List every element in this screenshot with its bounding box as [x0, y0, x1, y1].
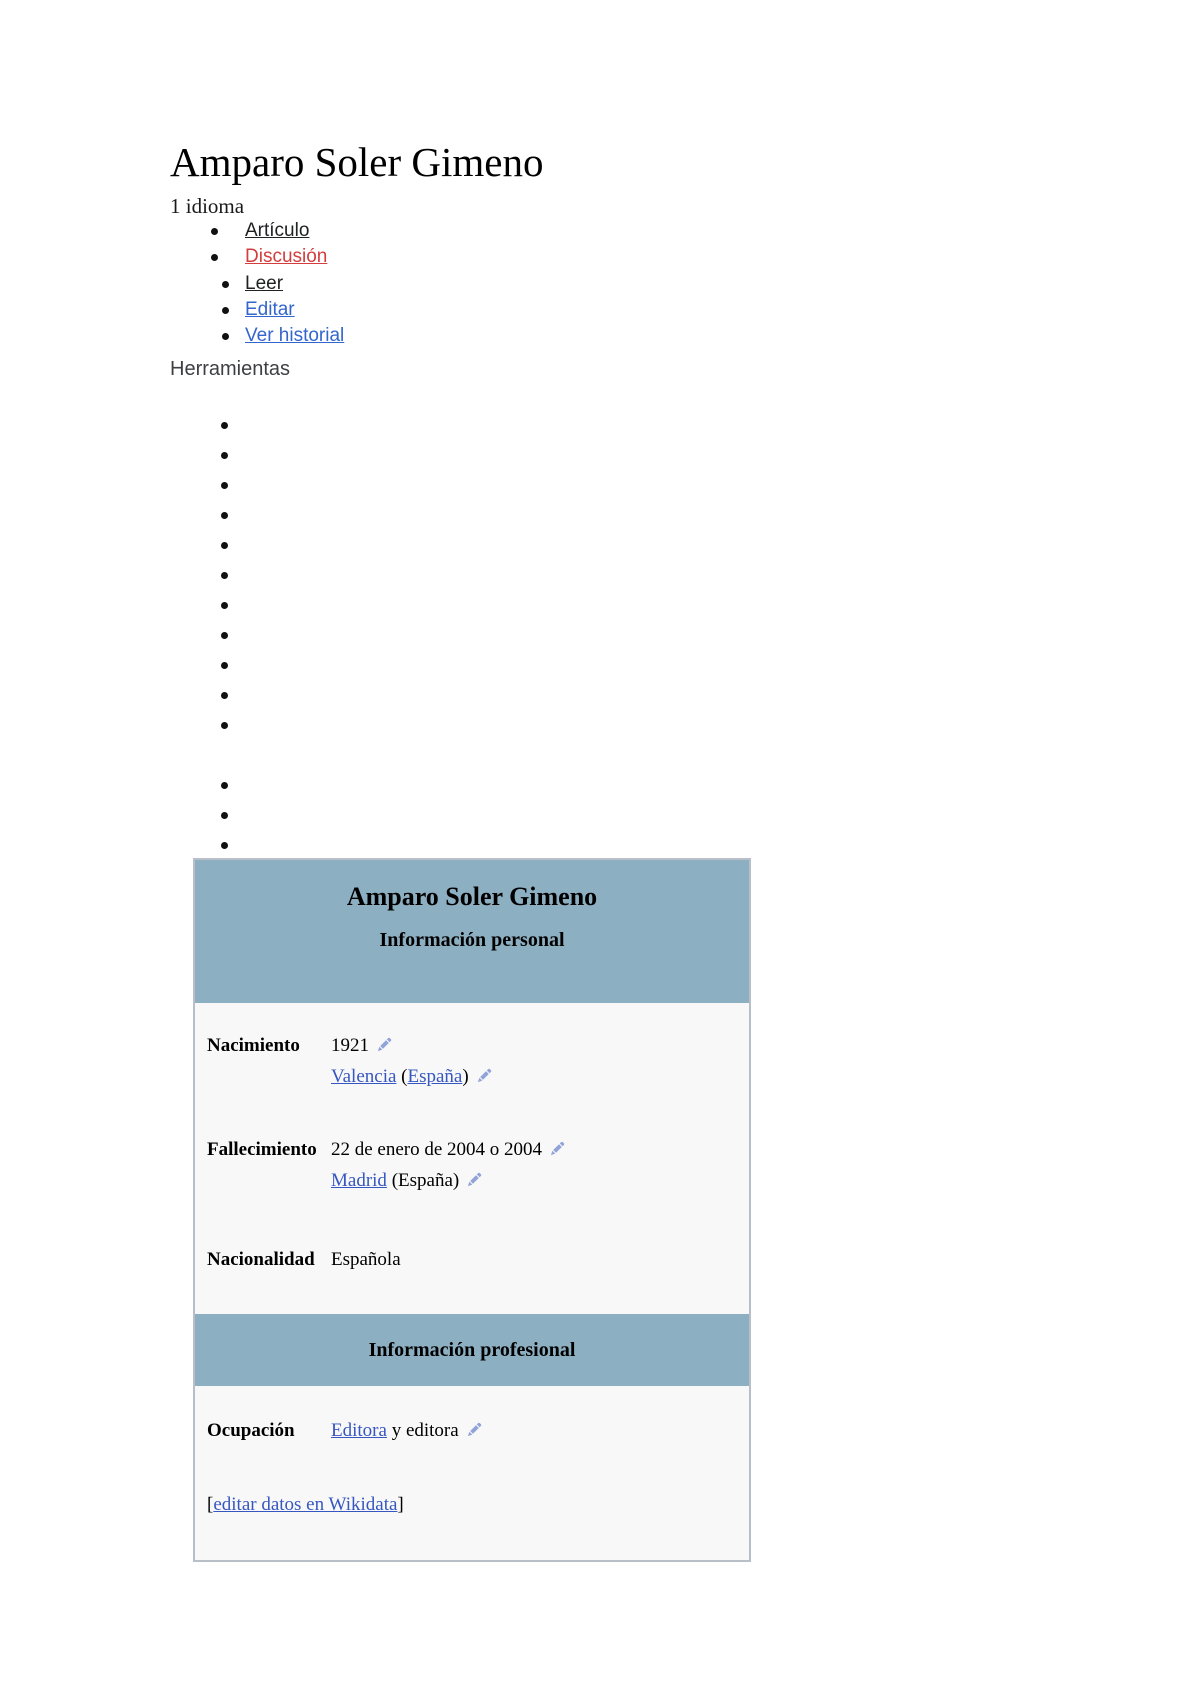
nav-item [0, 218, 327, 244]
nav-item [0, 271, 344, 297]
infobox-row-label: Nacimiento [207, 1035, 300, 1056]
infobox-row-nacionalidad [195, 1244, 749, 1275]
infobox-value-line [331, 1415, 749, 1446]
infobox-professional-rows [195, 1415, 749, 1446]
infobox-row-label: Ocupación [207, 1420, 295, 1441]
infobox-text: ( [396, 1066, 408, 1087]
infobox-row-value [331, 1415, 749, 1446]
pencil-edit-icon[interactable] [475, 1067, 493, 1085]
infobox-link-madrid[interactable]: Madrid [331, 1170, 387, 1191]
infobox-row-value [331, 1134, 749, 1196]
infobox-professional-band [195, 1314, 749, 1386]
nav-item [0, 297, 344, 323]
infobox-value-line [331, 1134, 749, 1165]
view-tab-list [0, 271, 344, 349]
pencil-edit-icon[interactable] [465, 1421, 483, 1439]
infobox-personal-section [195, 1030, 749, 1314]
infobox-section-header-professional: Información profesional [368, 1339, 576, 1361]
infobox [193, 858, 751, 1562]
infobox-row-value [331, 1030, 749, 1092]
infobox-header-band [195, 860, 749, 1003]
infobox-link-valencia[interactable]: Valencia [331, 1066, 397, 1087]
nav-tab-articulo[interactable]: Artículo [245, 220, 310, 241]
pencil-edit-icon[interactable] [465, 1171, 483, 1189]
bracket-close: ] [397, 1494, 404, 1515]
nav-tab-leer[interactable]: Leer [245, 273, 284, 294]
infobox-value-line [331, 1030, 749, 1061]
infobox-link-espana[interactable]: España [407, 1066, 463, 1087]
infobox-text: 1921 [331, 1035, 369, 1056]
infobox-row-nacimiento [195, 1030, 749, 1092]
infobox-row-label: Nacionalidad [207, 1249, 315, 1270]
infobox-value-line [331, 1061, 749, 1092]
infobox-footer [195, 1492, 749, 1518]
infobox-text: y editora [386, 1420, 459, 1441]
infobox-title: Amparo Soler Gimeno [346, 882, 598, 911]
tools-label: Herramientas [170, 358, 291, 380]
infobox-row-ocupacion [195, 1415, 749, 1446]
infobox-text: (España) [386, 1170, 460, 1191]
infobox-text: Española [331, 1249, 401, 1270]
edit-wikidata-link[interactable]: editar datos en Wikidata [213, 1494, 398, 1515]
nav-tab-editar[interactable]: Editar [245, 299, 295, 320]
infobox-link-editora[interactable]: Editora [331, 1420, 387, 1441]
infobox-professional-section [195, 1415, 749, 1560]
nav-item [0, 244, 327, 270]
infobox-section-header-personal: Información personal [379, 929, 565, 951]
pencil-edit-icon[interactable] [375, 1036, 393, 1054]
nav-tab-ver-historial[interactable]: Ver historial [245, 325, 345, 346]
bracket-open: [ [207, 1494, 214, 1515]
nav-tab-discusion[interactable]: Discusión [245, 246, 328, 267]
infobox-row-fallecimiento [195, 1134, 749, 1196]
infobox-value-line [331, 1244, 749, 1275]
infobox-value-line [331, 1165, 749, 1196]
namespace-tab-list [0, 218, 327, 270]
infobox-row-label: Fallecimiento [207, 1139, 317, 1160]
pencil-edit-icon[interactable] [548, 1140, 566, 1158]
page-title: Amparo Soler Gimeno [170, 139, 544, 185]
infobox-row-value [331, 1244, 749, 1275]
nav-item [0, 323, 344, 349]
infobox-text: 22 de enero de 2004 o 2004 [331, 1139, 543, 1160]
language-count-label: 1 idioma [170, 194, 245, 218]
infobox-text: ) [462, 1066, 469, 1087]
